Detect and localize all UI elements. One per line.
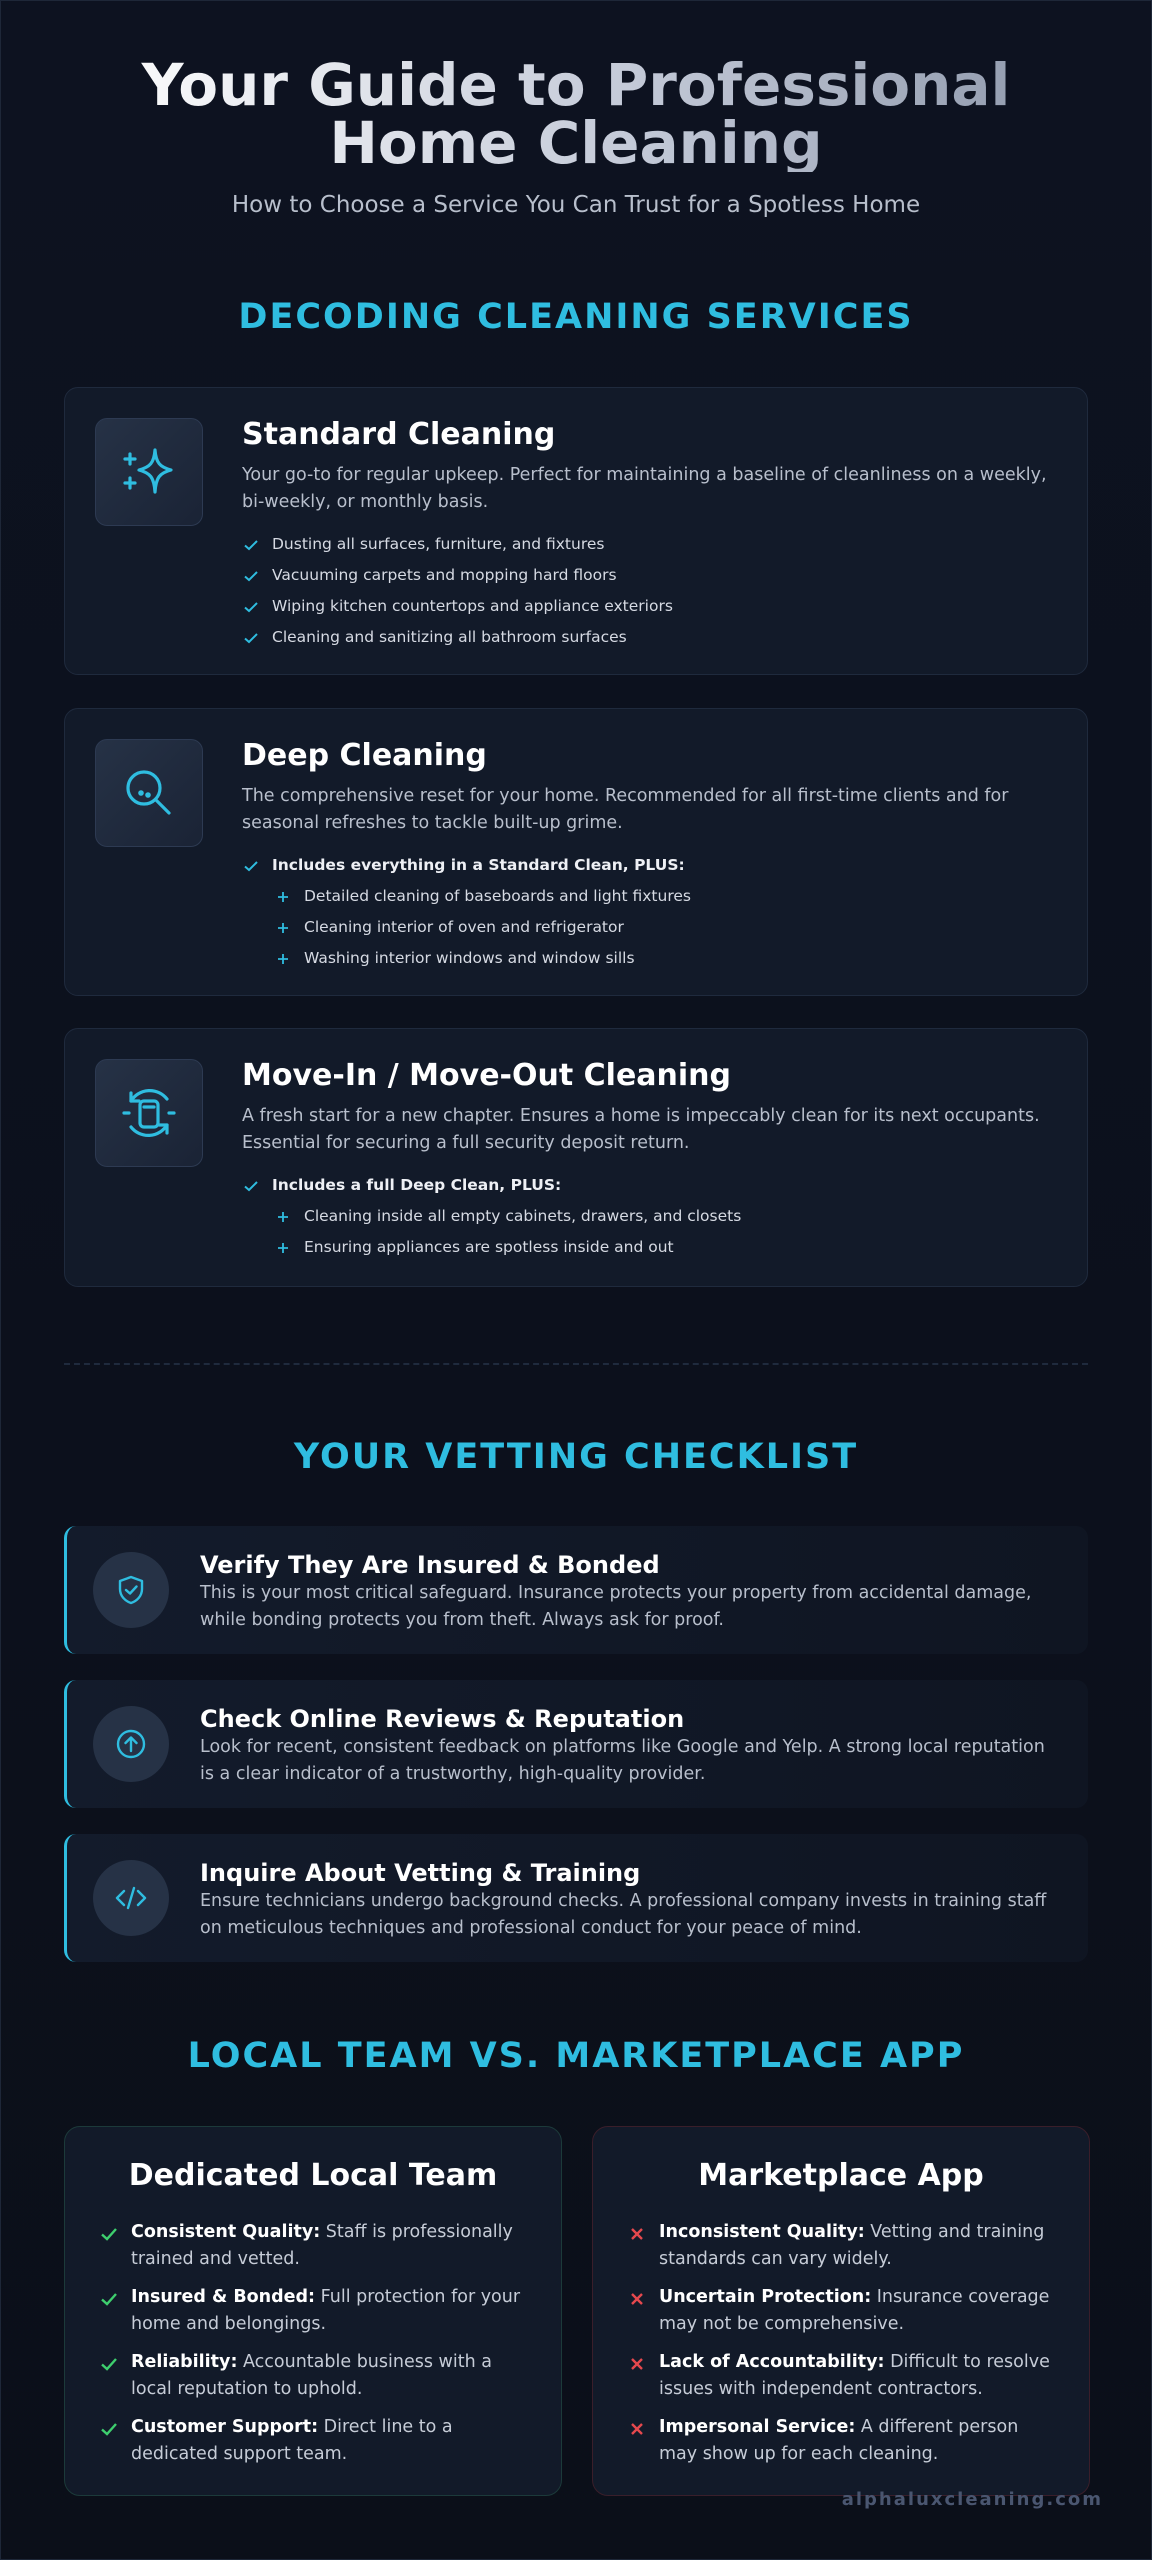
item-label: Consistent Quality: bbox=[131, 2222, 321, 2242]
cross-icon bbox=[627, 2289, 647, 2309]
title-line-1: Your Guide to Professional bbox=[141, 51, 1011, 119]
item-label: Impersonal Service: bbox=[659, 2417, 856, 2437]
list-item bbox=[242, 627, 1052, 647]
item-label: Insured & Bonded: bbox=[131, 2287, 316, 2307]
list-item-text: Cleaning interior of oven and refrigerator bbox=[304, 918, 624, 936]
item-text: Vetting and training standards can vary widely. bbox=[659, 2222, 1045, 2269]
cross-icon bbox=[627, 2354, 647, 2374]
service-title: Standard Cleaning bbox=[242, 417, 556, 452]
local-team-title: Dedicated Local Team bbox=[128, 2158, 498, 2193]
list-lead-text: Includes everything in a Standard Clean, PLUS: bbox=[272, 856, 685, 874]
checklist-title: Verify They Are Insured & Bonded bbox=[200, 1551, 660, 1579]
item-text: Difficult to resolve issues with independent contractors. bbox=[659, 2352, 1050, 2399]
service-card-move bbox=[64, 1028, 1088, 1287]
service-items bbox=[242, 855, 1052, 968]
cross-icon bbox=[627, 2419, 647, 2439]
checklist-description: Ensure technicians undergo background checks. A professional company invests in training staff on meticulous techniques and professional conduct for your peace of mind. bbox=[200, 1891, 1047, 1938]
item-text: Staff is professionally trained and vetted. bbox=[131, 2222, 513, 2269]
code-icon bbox=[93, 1860, 169, 1936]
list-lead-text: Includes a full Deep Clean, PLUS: bbox=[272, 1176, 562, 1194]
item-label: Inconsistent Quality: bbox=[659, 2222, 865, 2242]
list-item bbox=[242, 534, 1052, 554]
service-title: Deep Cleaning bbox=[242, 738, 487, 773]
plus-icon bbox=[274, 888, 292, 906]
checklist-description: This is your most critical safeguard. Insurance protects your property from accidental damage, while bonding protects you from theft. Always ask for proof. bbox=[200, 1583, 1032, 1630]
service-description: The comprehensive reset for your home. Recommended for all first-time clients and for seasonal refreshes to tackle built-up grime. bbox=[242, 786, 1009, 833]
magnifier-icon bbox=[95, 739, 203, 847]
service-items bbox=[242, 534, 1052, 647]
check-icon bbox=[242, 1177, 260, 1195]
list-item bbox=[627, 2219, 1059, 2273]
marketplace-title: Marketplace App bbox=[698, 2158, 984, 2193]
check-icon bbox=[242, 598, 260, 616]
checklist-heading: YOUR VETTING CHECKLIST bbox=[293, 1437, 859, 1477]
item-text: Insurance coverage may not be comprehensive. bbox=[659, 2287, 1050, 2334]
shield-check-icon bbox=[93, 1552, 169, 1628]
list-item-text: Cleaning and sanitizing all bathroom surfaces bbox=[272, 628, 627, 646]
marketplace-card bbox=[592, 2126, 1090, 2496]
title-line-2: Home Cleaning bbox=[329, 109, 823, 177]
check-icon bbox=[242, 629, 260, 647]
check-icon bbox=[242, 567, 260, 585]
plus-icon bbox=[274, 919, 292, 937]
list-item bbox=[242, 565, 1052, 585]
list-lead bbox=[242, 855, 1052, 875]
list-item-text: Cleaning inside all empty cabinets, drawers, and closets bbox=[304, 1207, 742, 1225]
checklist-body bbox=[200, 1550, 1060, 1634]
service-items bbox=[242, 1175, 1052, 1257]
footer-brand[interactable]: alphaluxcleaning.com bbox=[841, 2489, 1103, 2510]
list-item bbox=[242, 917, 1052, 937]
checklist-item-reviews bbox=[64, 1680, 1088, 1808]
list-item bbox=[242, 1206, 1052, 1226]
local-team-card bbox=[64, 2126, 562, 2496]
list-item bbox=[99, 2414, 531, 2468]
check-icon bbox=[99, 2354, 119, 2374]
check-icon bbox=[99, 2419, 119, 2439]
check-icon bbox=[242, 857, 260, 875]
checklist-title: Inquire About Vetting & Training bbox=[200, 1859, 641, 1887]
item-label: Uncertain Protection: bbox=[659, 2287, 872, 2307]
page-subtitle: How to Choose a Service You Can Trust for a Spotless Home bbox=[231, 192, 921, 218]
list-item bbox=[99, 2219, 531, 2273]
checklist-body bbox=[200, 1704, 1060, 1788]
checklist-description: Look for recent, consistent feedback on platforms like Google and Yelp. A strong local reputation is a clear indicator of a trustworthy, high-quality provider. bbox=[200, 1737, 1045, 1784]
check-icon bbox=[242, 536, 260, 554]
item-text: Direct line to a dedicated support team. bbox=[131, 2417, 453, 2464]
list-item-text: Detailed cleaning of baseboards and light fixtures bbox=[304, 887, 691, 905]
service-body bbox=[242, 1057, 1052, 1268]
list-item bbox=[242, 1237, 1052, 1257]
check-icon bbox=[99, 2289, 119, 2309]
list-item-text: Washing interior windows and window sills bbox=[304, 949, 635, 967]
list-item bbox=[242, 596, 1052, 616]
list-item-text: Dusting all surfaces, furniture, and fixtures bbox=[272, 535, 605, 553]
list-lead bbox=[242, 1175, 1052, 1195]
checklist-body bbox=[200, 1858, 1060, 1942]
service-description: A fresh start for a new chapter. Ensures a home is impeccably clean for its next occupants. Essential for securing a full security deposit return. bbox=[242, 1106, 1040, 1153]
list-item-text: Wiping kitchen countertops and appliance exteriors bbox=[272, 597, 673, 615]
comparison-heading: LOCAL TEAM VS. MARKETPLACE APP bbox=[187, 2036, 965, 2076]
list-item-text: Vacuuming carpets and mopping hard floors bbox=[272, 566, 617, 584]
arrow-up-circle-icon bbox=[93, 1706, 169, 1782]
item-text: Full protection for your home and belongings. bbox=[131, 2287, 521, 2334]
hero bbox=[1, 1, 1151, 218]
sparkle-icon bbox=[95, 418, 203, 526]
plus-icon bbox=[274, 1239, 292, 1257]
services-heading: DECODING CLEANING SERVICES bbox=[238, 297, 914, 337]
plus-icon bbox=[274, 950, 292, 968]
service-card-deep bbox=[64, 708, 1088, 996]
list-item bbox=[627, 2349, 1059, 2403]
item-label: Lack of Accountability: bbox=[659, 2352, 885, 2372]
item-text: Accountable business with a local reputation to uphold. bbox=[131, 2352, 492, 2399]
checklist-title: Check Online Reviews & Reputation bbox=[200, 1705, 685, 1733]
list-item-text: Ensuring appliances are spotless inside and out bbox=[304, 1238, 674, 1256]
marketplace-list bbox=[593, 2219, 1089, 2468]
list-item bbox=[242, 948, 1052, 968]
checklist-item-training bbox=[64, 1834, 1088, 1962]
list-item bbox=[627, 2414, 1059, 2468]
move-icon bbox=[95, 1059, 203, 1167]
service-body bbox=[242, 416, 1052, 658]
item-label: Reliability: bbox=[131, 2352, 238, 2372]
check-icon bbox=[99, 2224, 119, 2244]
section-divider bbox=[64, 1363, 1088, 1365]
list-item bbox=[99, 2349, 531, 2403]
list-item bbox=[99, 2284, 531, 2338]
cross-icon bbox=[627, 2224, 647, 2244]
item-text: A different person may show up for each cleaning. bbox=[659, 2417, 1019, 2464]
service-card-standard bbox=[64, 387, 1088, 675]
checklist-item-insured bbox=[64, 1526, 1088, 1654]
plus-icon bbox=[274, 1208, 292, 1226]
service-description: Your go-to for regular upkeep. Perfect for maintaining a baseline of cleanliness on a weekly, bi-weekly, or monthly basis. bbox=[242, 465, 1047, 512]
service-title: Move-In / Move-Out Cleaning bbox=[242, 1058, 732, 1093]
item-label: Customer Support: bbox=[131, 2417, 319, 2437]
list-item bbox=[627, 2284, 1059, 2338]
page-title bbox=[76, 51, 1076, 177]
list-item bbox=[242, 886, 1052, 906]
service-body bbox=[242, 737, 1052, 979]
local-team-list bbox=[65, 2219, 561, 2468]
